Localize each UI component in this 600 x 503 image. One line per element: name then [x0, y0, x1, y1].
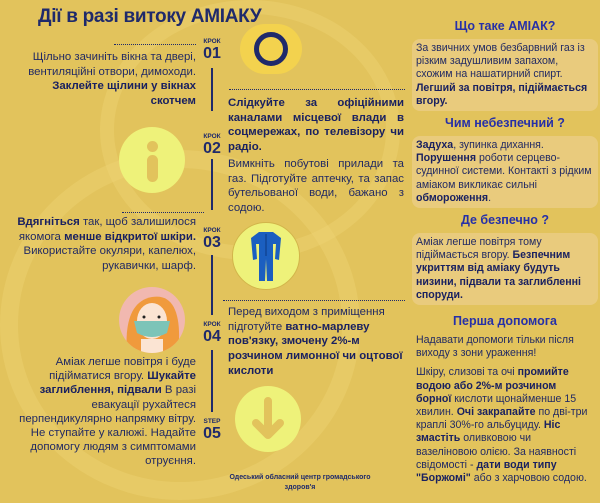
text-segment: Перед виходом з приміщення підготуйте — [228, 306, 385, 333]
text-segment: . — [488, 191, 492, 204]
info-panel — [412, 14, 598, 485]
first-aid-text — [412, 366, 598, 485]
emphasis-text: обмороження — [416, 191, 489, 204]
step-04-text — [228, 305, 404, 379]
text-segment: Вимкніть побутові прилади та газ. Підготуйте аптечку, та запас бутельованої води, бажано з содою. — [228, 157, 404, 214]
page-title: Дії в разі витоку АМІАКУ — [38, 6, 262, 27]
text-segment: Аміак легше повітря тому підіймається вгору. — [416, 236, 542, 262]
text-segment: Аміак легше повітря і буде підійматися вгору. — [49, 356, 196, 383]
text-segment: За наявності свідомості - — [416, 445, 577, 471]
text-segment: В разі евакуації рухайтеся перпендикулярно напрямку вітру. Не ступайте у калюжі. Надайте допомогу людям з симптомами отруєння. — [19, 384, 196, 468]
arrow-down-icon — [235, 386, 301, 452]
text-segment: або з харчовою содою. — [470, 472, 587, 485]
text-segment: по дві-три краплі 30%-го альбуциду. — [416, 406, 588, 432]
timeline-line — [211, 68, 213, 111]
step-01-text — [10, 50, 196, 108]
step-03-label: КРОК 03 — [203, 227, 221, 251]
text-segment: Шкіру, слизові та очі — [416, 366, 518, 379]
emphasis-text: Заклейте щілини у вікнах скотчем — [52, 80, 196, 107]
what-is-ammonia-heading: Що таке АМІАК? — [454, 19, 556, 33]
text-segment: оливковою чи вазеліновою олією. — [416, 432, 532, 458]
info-icon — [119, 127, 185, 193]
emphasis-text: промийте водою або 2%-м розчином борної — [416, 366, 569, 405]
safe-place-text — [412, 233, 598, 305]
text-segment: Щільно зачиніть вікна та двері, вентиляційні отвори, димоходи. — [28, 51, 196, 78]
danger-heading: Чим небезпечний ? — [445, 116, 565, 131]
text-segment: За звичних умов безбарвний газ із різким задушливим запахом, схожим на нашатирний спирт. — [416, 42, 585, 81]
danger-text — [412, 136, 598, 208]
step-05-text — [10, 355, 196, 469]
divider — [114, 44, 196, 45]
emphasis-text: Легший за повітря, підіймається вгору. — [416, 81, 588, 107]
text-segment: так, щоб залишилося якомога — [18, 216, 196, 243]
divider — [223, 300, 405, 301]
emphasis-text: Ніс змастіть — [416, 419, 561, 445]
timeline-line — [211, 350, 213, 412]
emphasis-text: Задуха — [416, 139, 454, 152]
step-02-label: КРОК 02 — [203, 133, 221, 157]
step-04-block — [228, 305, 404, 381]
safe-place-heading: Де безпечно ? — [460, 213, 550, 228]
step-02-block — [228, 96, 404, 218]
emphasis-text: Порушення — [416, 152, 477, 165]
step-02-text — [228, 157, 404, 216]
emphasis-text: Вдягніться — [17, 216, 80, 228]
protective-suit-icon — [232, 222, 300, 290]
organization-footer: Одеський обласний центр громадського здоров'я — [229, 474, 371, 491]
step-02-text-bold — [228, 96, 404, 155]
text-segment: Використайте окуляри, капелюх, рукавички, шарф. — [23, 245, 196, 272]
text-segment: роботи серцево-судинної системи. Контакті з рідким аміаком викликає сильні — [416, 152, 592, 191]
text-segment: Надавати допомоги тільки після виходу з зони ураження! — [416, 334, 574, 360]
timeline-line — [211, 255, 213, 315]
text-segment: кислоти щонайменше 15 хвилин. — [416, 392, 577, 419]
emphasis-text: Очі закрапайте — [456, 406, 536, 419]
emphasis-text: Безпечним укриттям від аміаку будуть низини, підвали та заглибленні споруди. — [416, 249, 581, 301]
first-aid-intro — [412, 334, 598, 360]
tape-icon — [240, 24, 302, 74]
what-is-ammonia-text — [412, 39, 598, 111]
step-04-label: КРОК 04 — [203, 321, 221, 345]
emphasis-text: Слідкуйте за офіційними каналами місцевої влади в соцмережах, по телевізору чи радіо. — [228, 97, 404, 154]
emphasis-text: менше відкритої шкіри. — [64, 230, 196, 243]
emphasis-text: дати води типу "Боржомі" — [416, 458, 557, 485]
text-segment: , зупинка дихання. — [453, 139, 544, 152]
step-03-text — [10, 215, 196, 273]
first-aid-heading: Перша допомога — [453, 314, 557, 329]
emphasis-text: Шукайте заглиблення, підвали — [39, 370, 196, 397]
divider — [229, 89, 405, 90]
person-with-mask-avatar — [119, 287, 185, 353]
emphasis-text: ватно-марлеву пов'язку, змочену 2%-м розчином лимонної чи оцтової кислоти — [228, 320, 403, 377]
step-01-label: КРОК 01 — [203, 38, 221, 62]
timeline-line — [211, 159, 213, 210]
divider — [122, 212, 204, 213]
step-05-label: STEP 05 — [203, 418, 221, 442]
